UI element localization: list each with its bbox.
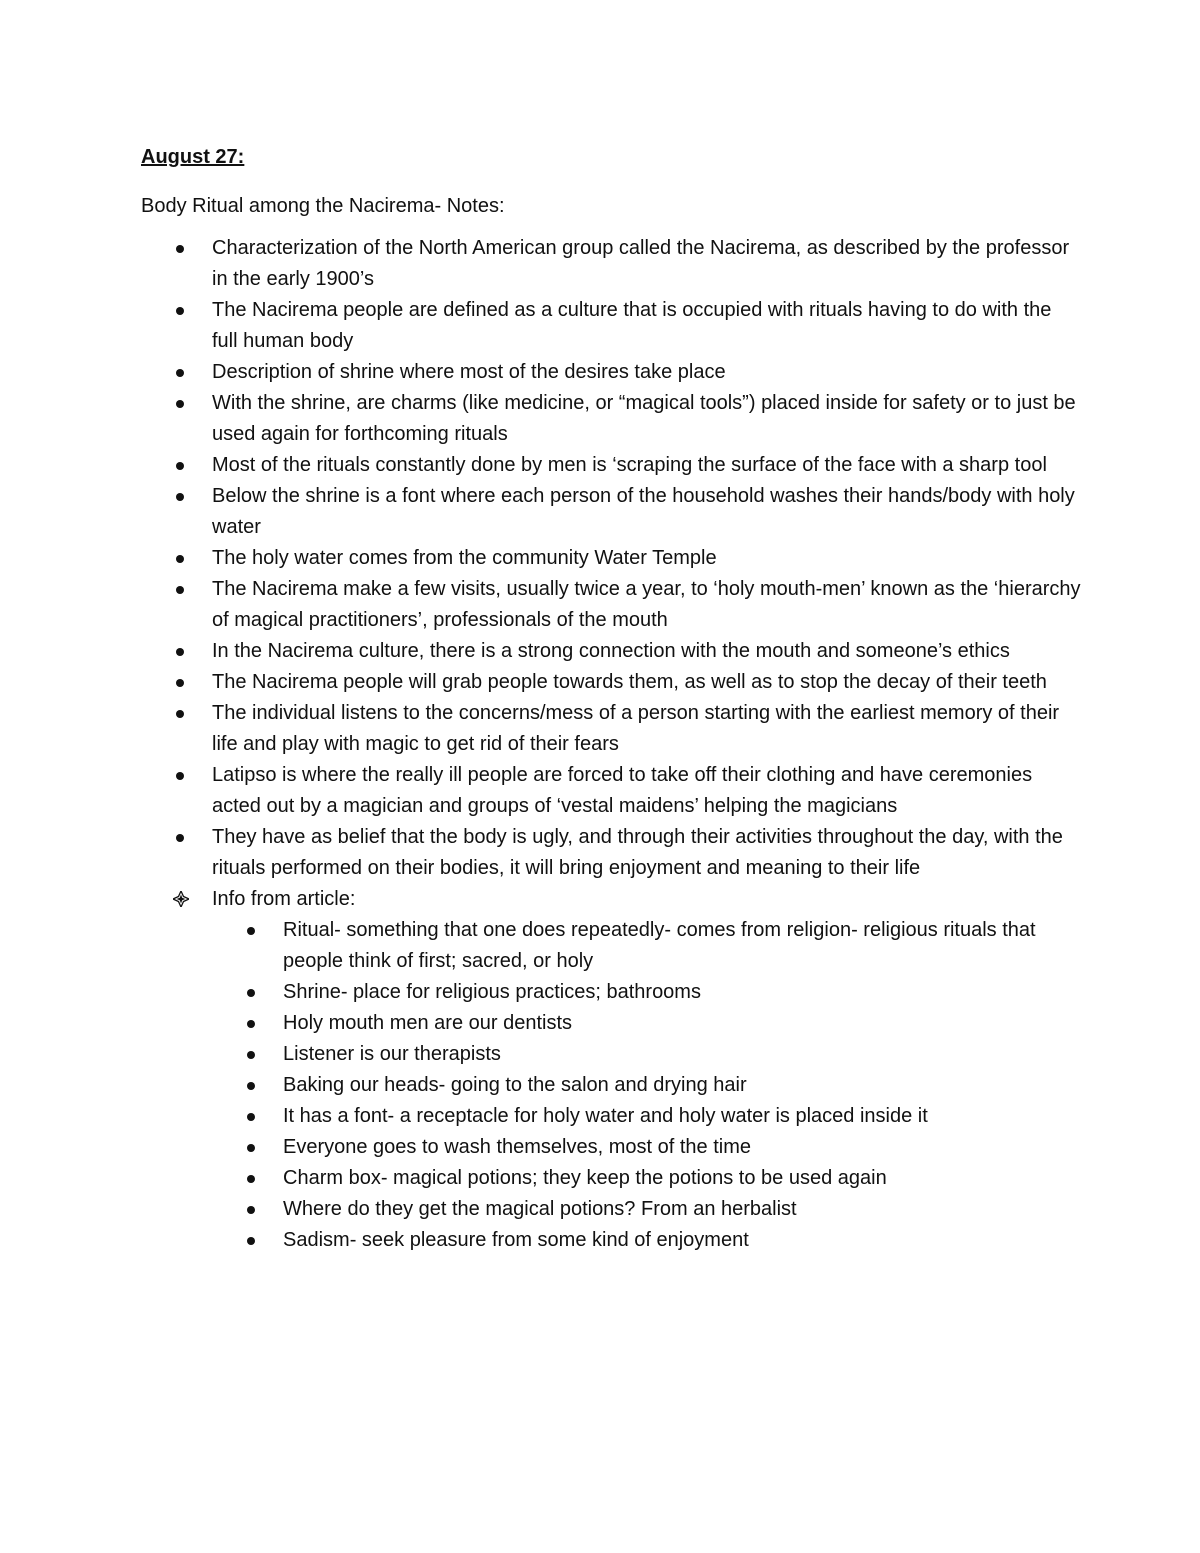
list-item	[141, 1008, 1081, 1039]
bullet-dot-icon	[176, 307, 184, 315]
list-item	[141, 1194, 1081, 1225]
bullet-dot-icon	[176, 586, 184, 594]
bullet-dot-icon	[247, 1051, 255, 1059]
bullet-dot-icon	[176, 245, 184, 253]
list-item-text: The Nacirema people will grab people towards them, as well as to stop the decay of their teeth	[212, 671, 1047, 693]
list-item	[141, 1132, 1081, 1163]
list-item	[141, 977, 1081, 1008]
list-item	[141, 357, 1081, 388]
bullet-dot-icon	[176, 493, 184, 501]
list-item-text: The individual listens to the concerns/mess of a person starting with the earliest memory of their life and play with magic to get rid of their fears	[212, 702, 1060, 755]
list-item-text: Baking our heads- going to the salon and drying hair	[283, 1074, 747, 1096]
document-body	[141, 142, 1081, 1256]
list-item-text: The Nacirema people are defined as a culture that is occupied with rituals having to do with the full human body	[212, 299, 1052, 352]
list-item-text: They have as belief that the body is ugly, and through their activities throughout the day, with the rituals performed on their bodies, it will bring enjoyment and meaning to their life	[212, 826, 1063, 879]
list-item-text: With the shrine, are charms (like medicine, or “magical tools”) placed inside for safety or to just be used again for forthcoming rituals	[212, 392, 1076, 445]
bullet-dot-icon	[176, 462, 184, 470]
list-item	[141, 1225, 1081, 1256]
list-item-text: Listener is our therapists	[283, 1043, 501, 1065]
bullet-dot-icon	[176, 710, 184, 718]
list-item	[141, 574, 1081, 636]
notes-title: Body Ritual among the Nacirema- Notes:	[141, 195, 505, 217]
list-item-text: Everyone goes to wash themselves, most of the time	[283, 1136, 751, 1158]
bullet-dot-icon	[247, 927, 255, 935]
list-item-text: Characterization of the North American group called the Nacirema, as described by the professor in the early 1900’s	[212, 237, 1070, 290]
list-item	[141, 667, 1081, 698]
list-item	[141, 388, 1081, 450]
list-item-text: Where do they get the magical potions? From an herbalist	[283, 1198, 797, 1220]
bullet-dot-icon	[247, 989, 255, 997]
bullet-dot-icon	[176, 369, 184, 377]
list-item	[141, 233, 1081, 295]
bullet-dot-icon	[176, 400, 184, 408]
bullet-dot-icon	[176, 834, 184, 842]
list-item	[141, 760, 1081, 822]
list-item-text: In the Nacirema culture, there is a strong connection with the mouth and someone’s ethics	[212, 640, 1010, 662]
bullet-dot-icon	[247, 1237, 255, 1245]
list-item-text: It has a font- a receptacle for holy water and holy water is placed inside it	[283, 1105, 928, 1127]
bullet-dot-icon	[176, 772, 184, 780]
list-item	[141, 915, 1081, 977]
bullet-dot-icon	[176, 648, 184, 656]
list-item	[141, 1070, 1081, 1101]
bullet-dot-icon	[247, 1020, 255, 1028]
list-item-text: Charm box- magical potions; they keep the potions to be used again	[283, 1167, 887, 1189]
list-item	[141, 295, 1081, 357]
info-heading: Info from article:	[212, 888, 356, 910]
list-item	[141, 543, 1081, 574]
list-item	[141, 822, 1081, 884]
bullet-dot-icon	[247, 1082, 255, 1090]
list-item-text: Below the shrine is a font where each person of the household washes their hands/body with holy water	[212, 485, 1075, 538]
bullet-dot-icon	[176, 679, 184, 687]
list-item	[141, 636, 1081, 667]
list-item	[141, 1163, 1081, 1194]
bullet-dot-icon	[176, 555, 184, 563]
list-item-text: Most of the rituals constantly done by men is ‘scraping the surface of the face with a sharp tool	[212, 454, 1047, 476]
list-item-text: The holy water comes from the community Water Temple	[212, 547, 717, 569]
list-item-text: The Nacirema make a few visits, usually twice a year, to ‘holy mouth-men’ known as the ‘hierarchy of magical practitioners’, professionals of the mouth	[212, 578, 1081, 631]
info-heading-row	[141, 884, 1081, 915]
list-item	[141, 450, 1081, 481]
list-item-text: Sadism- seek pleasure from some kind of enjoyment	[283, 1229, 749, 1251]
info-list	[141, 915, 1081, 1256]
list-item-text: Latipso is where the really ill people are forced to take off their clothing and have ceremonies acted out by a magician and groups of ‘vestal maidens’ helping the magicians	[212, 764, 1033, 817]
bullet-dot-icon	[247, 1113, 255, 1121]
list-item-text: Ritual- something that one does repeatedly- comes from religion- religious rituals that people think of first; sacred, or holy	[283, 919, 1036, 972]
list-item	[141, 481, 1081, 543]
bullet-dot-icon	[247, 1175, 255, 1183]
four-diamond-icon	[173, 891, 189, 907]
list-item	[141, 698, 1081, 760]
list-item-text: Description of shrine where most of the desires take place	[212, 361, 726, 383]
bullet-dot-icon	[247, 1206, 255, 1214]
notes-list	[141, 233, 1081, 884]
date-heading: August 27:	[141, 146, 245, 168]
list-item	[141, 1101, 1081, 1132]
bullet-dot-icon	[247, 1144, 255, 1152]
list-item-text: Shrine- place for religious practices; bathrooms	[283, 981, 701, 1003]
list-item-text: Holy mouth men are our dentists	[283, 1012, 573, 1034]
list-item	[141, 1039, 1081, 1070]
